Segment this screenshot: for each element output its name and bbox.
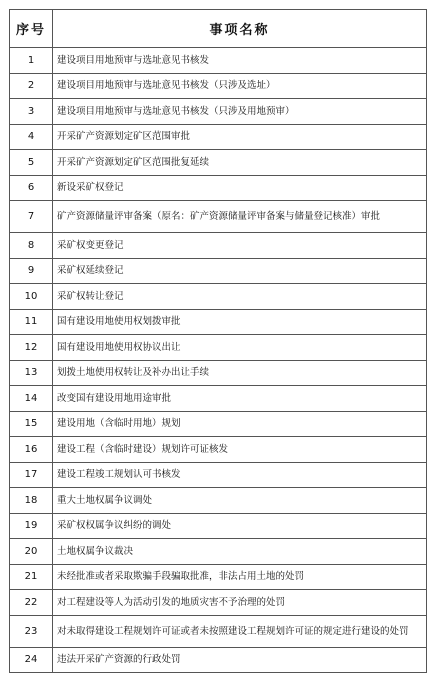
row-num: 8 xyxy=(10,233,53,259)
table-row xyxy=(10,233,427,259)
row-num: 6 xyxy=(10,175,53,201)
table-row xyxy=(10,335,427,361)
table-row xyxy=(10,411,427,437)
table-row xyxy=(10,386,427,412)
table-row xyxy=(10,99,427,125)
row-name: 重大土地权属争议调处 xyxy=(53,488,427,514)
row-num: 24 xyxy=(10,647,53,673)
table-row xyxy=(10,488,427,514)
row-name: 建设工程（含临时建设）规划许可证核发 xyxy=(53,437,427,463)
row-num: 3 xyxy=(10,99,53,125)
row-name: 新设采矿权登记 xyxy=(53,175,427,201)
table-row xyxy=(10,124,427,150)
row-num: 19 xyxy=(10,513,53,539)
row-num: 1 xyxy=(10,48,53,74)
table-row xyxy=(10,258,427,284)
table-row xyxy=(10,360,427,386)
row-name: 国有建设用地使用权协议出让 xyxy=(53,335,427,361)
row-num: 16 xyxy=(10,437,53,463)
table-row xyxy=(10,284,427,310)
row-name: 建设项目用地预审与选址意见书核发 xyxy=(53,48,427,74)
row-name: 采矿权转让登记 xyxy=(53,284,427,310)
row-num: 4 xyxy=(10,124,53,150)
table-row xyxy=(10,462,427,488)
row-name: 违法开采矿产资源的行政处罚 xyxy=(53,647,427,673)
table-row xyxy=(10,539,427,565)
table-row xyxy=(10,647,427,673)
row-name: 开采矿产资源划定矿区范围批复延续 xyxy=(53,150,427,176)
header-num: 序号 xyxy=(10,10,53,48)
header-name: 事项名称 xyxy=(53,10,427,48)
table-row xyxy=(10,513,427,539)
row-num: 18 xyxy=(10,488,53,514)
row-num: 7 xyxy=(10,201,53,233)
row-name: 未经批准或者采取欺骗手段骗取批准，非法占用土地的处罚 xyxy=(53,564,427,590)
table-row xyxy=(10,564,427,590)
row-name: 采矿权权属争议纠纷的调处 xyxy=(53,513,427,539)
row-name: 建设项目用地预审与选址意见书核发（只涉及用地预审） xyxy=(53,99,427,125)
row-name: 采矿权延续登记 xyxy=(53,258,427,284)
row-num: 11 xyxy=(10,309,53,335)
header-row xyxy=(10,10,427,48)
table-row xyxy=(10,309,427,335)
row-num: 14 xyxy=(10,386,53,412)
row-name: 对工程建设等人为活动引发的地质灾害不予治理的处罚 xyxy=(53,590,427,616)
table-row xyxy=(10,590,427,616)
row-num: 15 xyxy=(10,411,53,437)
items-table xyxy=(9,9,427,673)
row-name: 建设项目用地预审与选址意见书核发（只涉及选址） xyxy=(53,73,427,99)
row-name: 改变国有建设用地用途审批 xyxy=(53,386,427,412)
row-name: 土地权属争议裁决 xyxy=(53,539,427,565)
table-row xyxy=(10,175,427,201)
row-name: 建设用地（含临时用地）规划 xyxy=(53,411,427,437)
table-row xyxy=(10,48,427,74)
row-name: 划拨土地使用权转让及补办出让手续 xyxy=(53,360,427,386)
row-name: 采矿权变更登记 xyxy=(53,233,427,259)
row-num: 20 xyxy=(10,539,53,565)
row-num: 23 xyxy=(10,615,53,647)
table-row xyxy=(10,150,427,176)
table-row xyxy=(10,73,427,99)
row-name: 开采矿产资源划定矿区范围审批 xyxy=(53,124,427,150)
row-name: 对未取得建设工程规划许可证或者未按照建设工程规划许可证的规定进行建设的处罚 xyxy=(53,615,427,647)
table-row xyxy=(10,615,427,647)
row-num: 9 xyxy=(10,258,53,284)
row-num: 17 xyxy=(10,462,53,488)
row-num: 12 xyxy=(10,335,53,361)
row-num: 2 xyxy=(10,73,53,99)
row-name: 矿产资源储量评审备案（原名：矿产资源储量评审备案与储量登记核准）审批 xyxy=(53,201,427,233)
row-num: 10 xyxy=(10,284,53,310)
table-row xyxy=(10,437,427,463)
row-num: 21 xyxy=(10,564,53,590)
row-num: 13 xyxy=(10,360,53,386)
row-name: 国有建设用地使用权划拨审批 xyxy=(53,309,427,335)
table-row xyxy=(10,201,427,233)
row-num: 22 xyxy=(10,590,53,616)
row-name: 建设工程竣工规划认可书核发 xyxy=(53,462,427,488)
row-num: 5 xyxy=(10,150,53,176)
